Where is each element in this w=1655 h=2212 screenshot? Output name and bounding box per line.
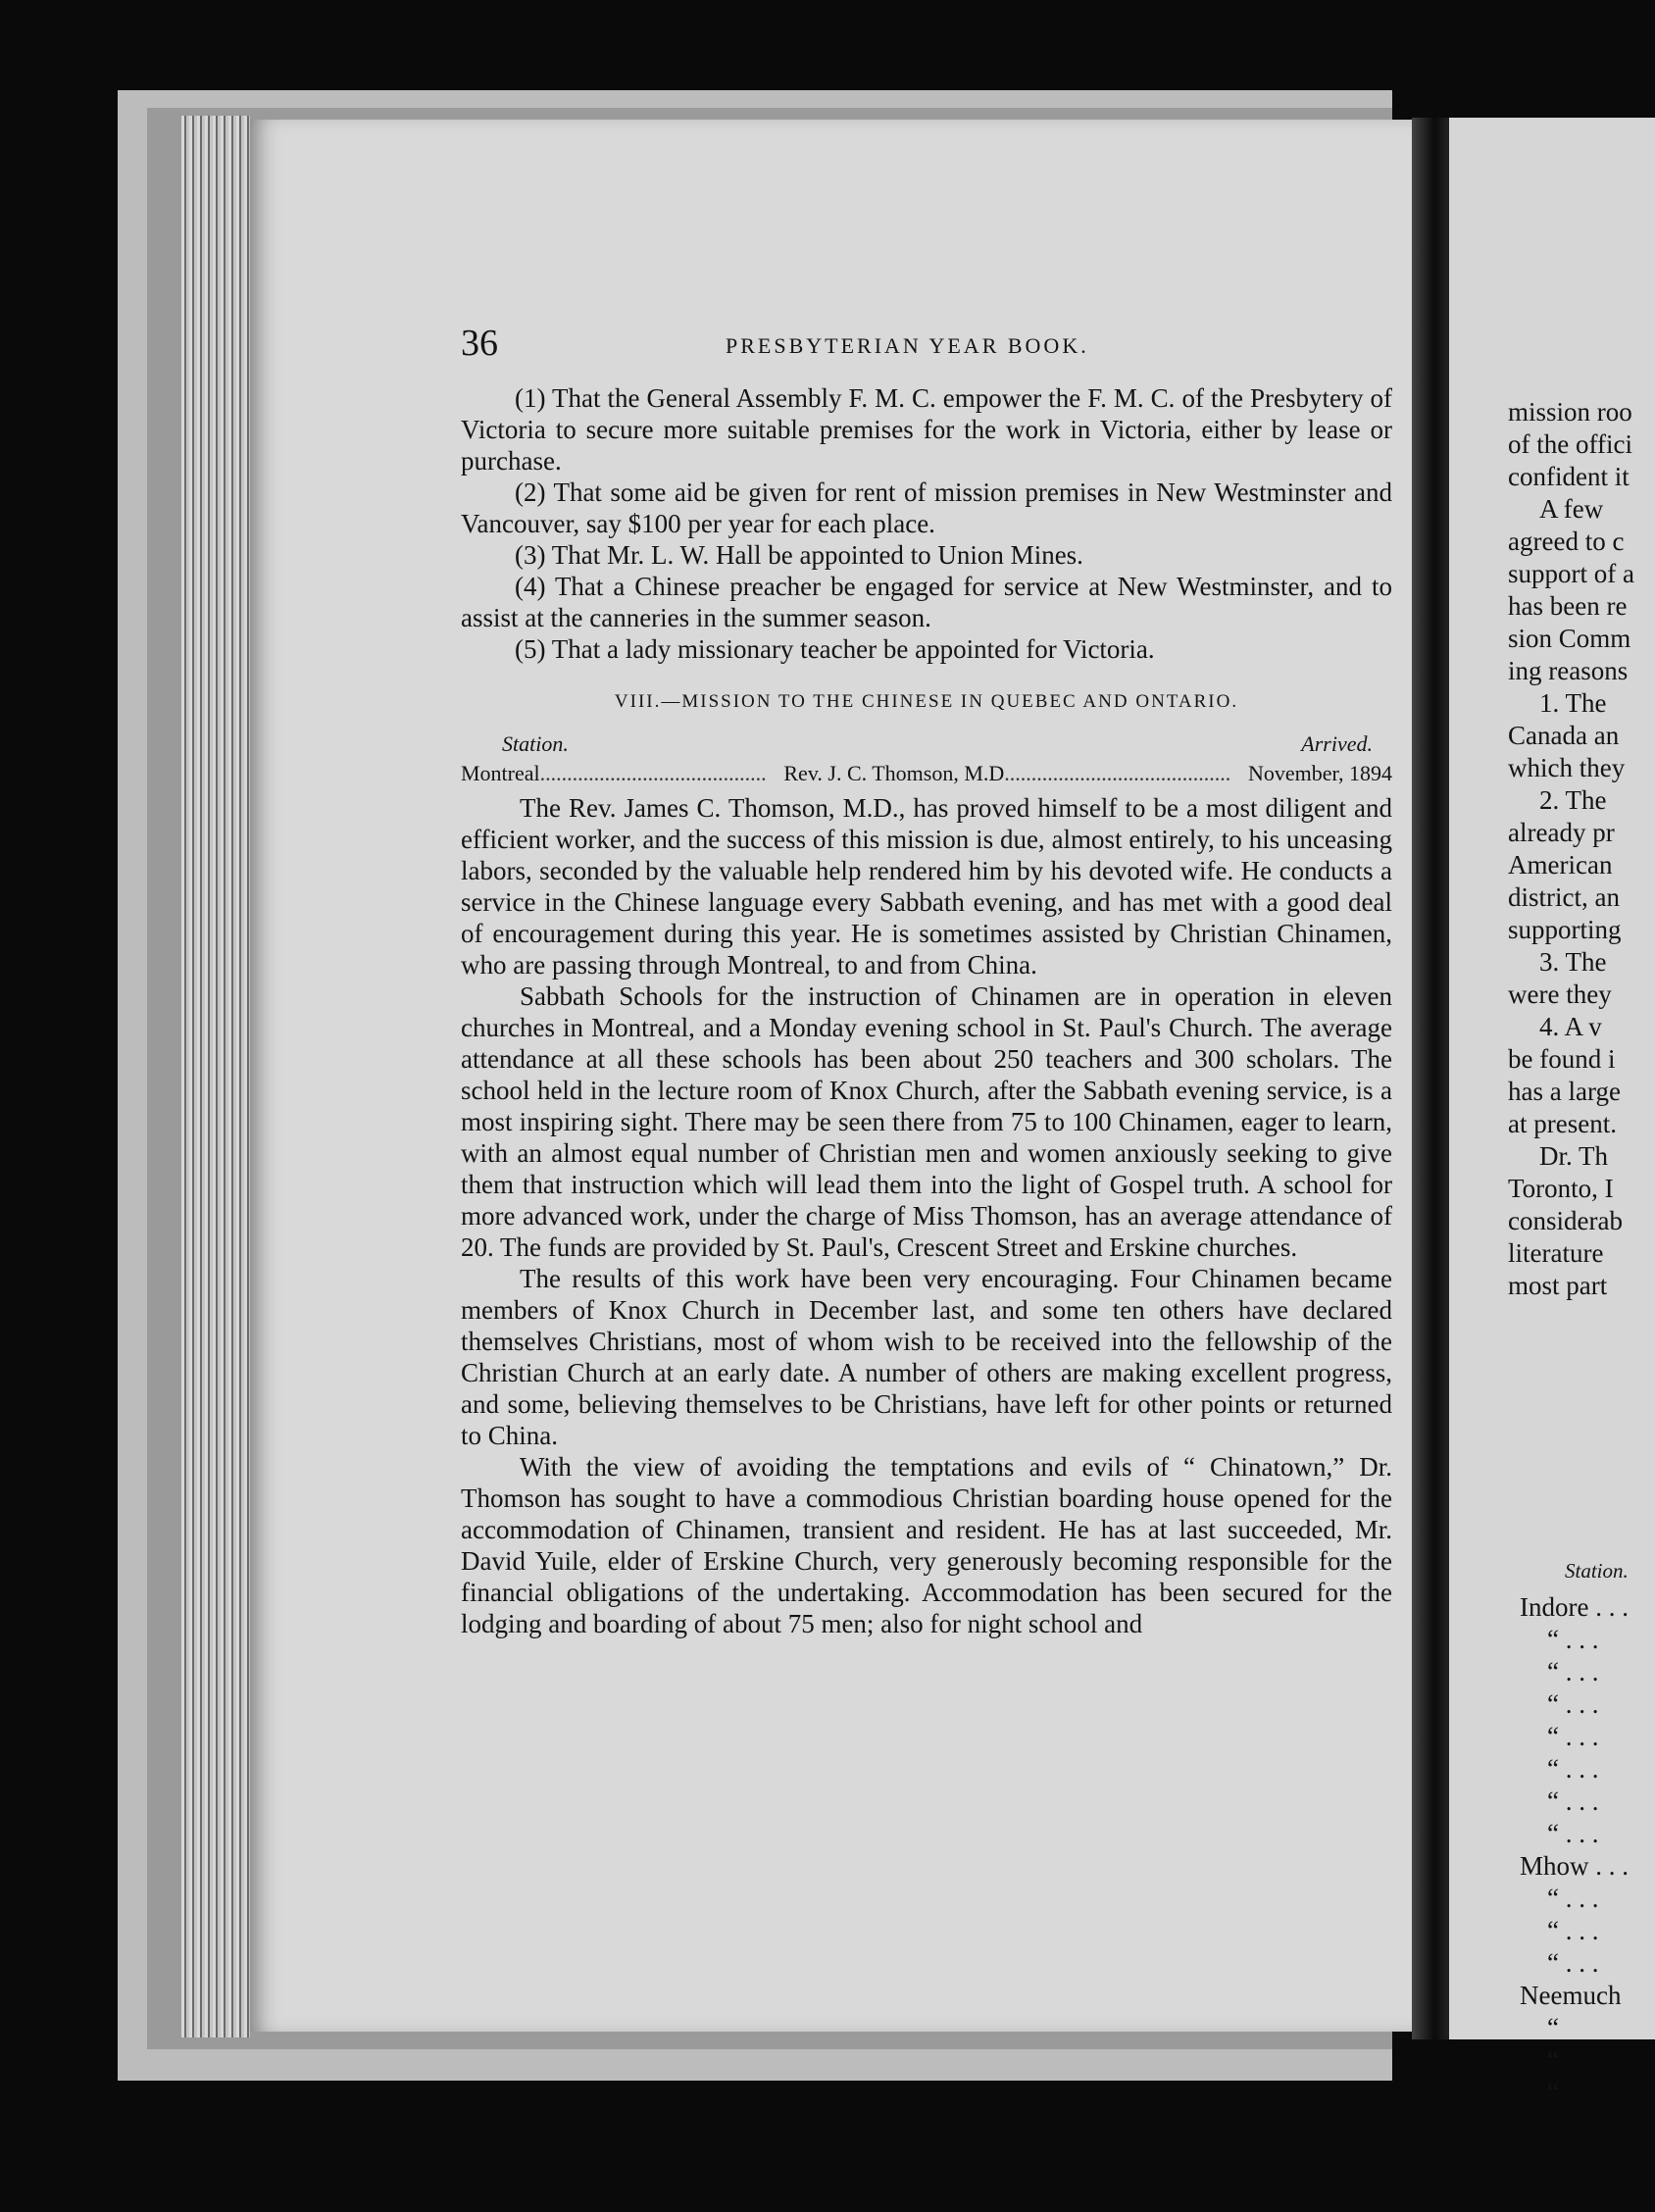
station-entry: Montreal .......................................... Rev. J. C. Thomson, M.D .......................................... November, 1894	[461, 759, 1392, 788]
right-page-line: mission roo	[1508, 397, 1632, 427]
right-page-line: were they	[1508, 980, 1612, 1009]
station-header-row	[461, 729, 1392, 759]
page-body	[461, 382, 1392, 1639]
paragraph-3: The results of this work have been very encouraging. Four Chinamen became members of Knox Church in December last, and some ten others have declared themselves Christians, most of whom wish to be received into the fellowship of the Christian Church at an early date. A number of others are making excellent progress, and some, believing themselves to be Christians, have left for other points or returned to China.	[461, 1264, 1392, 1450]
right-station-label: Station.	[1565, 1559, 1629, 1583]
station-label: Station.	[502, 731, 569, 756]
right-page-line: considerab	[1508, 1206, 1623, 1235]
right-station-item: “ . . .	[1547, 1786, 1599, 1816]
list-item-1: (1) That the General Assembly F. M. C. empower the F. M. C. of the Presbytery of Victoria to secure more suitable premises for the work in Victoria, either by lease or purchase.	[461, 383, 1392, 476]
entry-person: Rev. J. C. Thomson, M.D	[783, 761, 1005, 785]
paragraph-1: The Rev. James C. Thomson, M.D., has proved himself to be a most diligent and efficient worker, and the success of this mission is due, almost entirely, to his unceasing labors, seconded by the valuable help rendered him by his devoted wife. He conducts a service in the Chinese language every Sabbath evening, and has met with a good deal of encouragement during this year. He is sometimes assisted by Christian Chinamen, who are passing through Montreal, to and from China.	[461, 793, 1392, 980]
right-station-item: “	[1547, 2013, 1559, 2042]
paragraph-4: With the view of avoiding the temptations and evils of “ Chinatown,” Dr. Thomson has sought to have a commodious Christian boarding house opened for the accommodation of Chinamen, transient and resident. He has at last succeeded, Mr. David Yuile, elder of Erskine Church, very generously becoming responsible for the financial obligations of the undertaking. Accommodation has been secured for the lodging and boarding of about 75 men; also for night school and	[461, 1452, 1392, 1638]
arrived-label: Arrived.	[1301, 731, 1373, 756]
right-page	[1449, 118, 1655, 2107]
right-station-item: “ . . .	[1547, 1625, 1599, 1654]
right-station-item: Mhow . . .	[1520, 1851, 1630, 1881]
right-station-item: “ . . .	[1547, 1916, 1599, 1945]
right-page-line: district, an	[1508, 882, 1620, 912]
right-page-line: Toronto, I	[1508, 1174, 1614, 1203]
right-page-line: 2. The	[1539, 785, 1607, 815]
right-page-line: 3. The	[1539, 947, 1607, 977]
right-page-line: 4. A v	[1539, 1012, 1602, 1041]
right-station-item: “	[1547, 2045, 1559, 2075]
list-item-3: (3) That Mr. L. W. Hall be appointed to Union Mines.	[515, 540, 1083, 570]
right-page-line: support of a	[1508, 559, 1634, 588]
right-page-line: of the offici	[1508, 429, 1632, 459]
page-header	[461, 322, 1422, 371]
right-station-item: “ . . .	[1547, 1657, 1599, 1686]
right-station-item: “ . . .	[1547, 1819, 1599, 1848]
section-heading: VIII.—MISSION TO THE CHINESE IN QUEBEC AND ONTARIO.	[614, 691, 1239, 712]
right-page-line: Canada an	[1508, 721, 1620, 750]
right-station-item: Indore . . .	[1520, 1592, 1629, 1622]
right-page-line: confident it	[1508, 462, 1630, 491]
right-page-line: ing reasons	[1508, 656, 1629, 685]
page-number: 36	[461, 323, 498, 364]
paragraph-2: Sabbath Schools for the instruction of Chinamen are in operation in eleven churches in Montreal, and a Monday evening school in St. Paul's Church. The average attendance at all these schools has been about 250 teachers and 300 scholars. The school held in the lecture room of Knox Church, after the Sabbath evening service, is a most inspiring sight. There may be seen there from 75 to 100 Chinamen, eager to learn, with an almost equal number of Christian men and women anxiously seeking to give them that instruction which will lead them into the light of Gospel truth. A school for more advanced work, under the charge of Miss Thomson, has an average attendance of 20. The funds are provided by St. Paul's, Crescent Street and Erskine churches.	[461, 981, 1392, 1262]
right-page-line: at present.	[1508, 1109, 1617, 1138]
right-station-item: “	[1547, 2078, 1559, 2107]
right-page-line: most part	[1508, 1271, 1608, 1300]
right-page-line: Dr. Th	[1539, 1141, 1609, 1171]
page-edges	[181, 116, 250, 2037]
right-page-line: has been re	[1508, 591, 1628, 621]
right-station-item: “ . . .	[1547, 1884, 1599, 1913]
right-station-item: “ . . .	[1547, 1948, 1599, 1978]
right-page-line: 1. The	[1539, 688, 1607, 718]
list-item-2: (2) That some aid be given for rent of mission premises in New Westminster and Vancouver, say $100 per year for each place.	[461, 478, 1392, 538]
right-page-line: American	[1508, 850, 1613, 880]
list-item-4: (4) That a Chinese preacher be engaged for service at New Westminster, and to assist at the canneries in the summer season.	[461, 572, 1392, 632]
right-station-item: “ . . .	[1547, 1722, 1599, 1751]
book-gutter	[1412, 118, 1449, 2039]
right-page-line: agreed to c	[1508, 527, 1625, 556]
running-title: PRESBYTERIAN YEAR BOOK.	[726, 333, 1089, 358]
right-page-line: supporting	[1508, 915, 1622, 944]
right-station-item: “ . . .	[1547, 1754, 1599, 1784]
entry-date: November, 1894	[1248, 761, 1392, 785]
right-station-item: Neemuch	[1520, 1981, 1622, 2010]
right-page-line: has a large	[1508, 1077, 1621, 1106]
list-item-5: (5) That a lady missionary teacher be appointed for Victoria.	[515, 634, 1155, 664]
entry-place: Montreal	[461, 761, 540, 785]
right-station-item: “ . . .	[1547, 1689, 1599, 1719]
right-page-line: sion Comm	[1508, 624, 1631, 653]
right-page-line: be found i	[1508, 1044, 1616, 1074]
right-page-line: A few	[1539, 494, 1604, 524]
right-page-line: which they	[1508, 753, 1626, 782]
right-page-line: already pr	[1508, 818, 1615, 847]
right-page-line: literature	[1508, 1238, 1604, 1268]
